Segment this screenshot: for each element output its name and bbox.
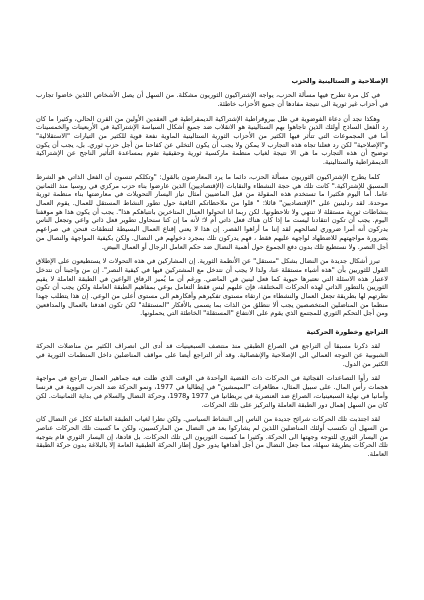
- paragraph: في كل مرة تطرح فيها مسألة الحزب، يواجه الإشتراكيون الثوريون مشكلة. من السهل أن يصل الأشخاص اللذين خاضوا تجارب في أحزاب غير ثورية الى نتيجة مفادها أن جميع الأحزاب خاطئة.: [36, 91, 388, 108]
- paragraph: لقد رأوا التصاعدات الفجائية في الحركات ذات القضية الواحدة في الوقت الذي ظلت فيه جماهير العمال تتراجع في مواجهة هجمات رأس المال. على سبيل المثال، مظاهرات "الميمشين" في إيطاليا في 1977، ونمو الحركة ضد الحرب النووية في فرنسا وأمانيا في نهاية السبعينيات، الصراع ضد العنصرية في بريطانيا في 1977 و1978، وحركة النضال والسلام في بداية الثمانينات. لكن كان من السهل إهمال دور الطبقة العاملة والتركيز على تلك الحركات.: [36, 374, 388, 409]
- paragraph: وهكذا نجد أن دعاة الفوضوية في ظل بيروقراطية الإشتراكية الديمقراطية في العقدين الأولين من القرن الحالي، وكثيرا ما كان رد الفعل الساذج أولئك الذين تاجاهوا بهم الستالينية هو الانقلاب ضد جميع أشكال السياسة الإشتراكية في الأربعينات والخمسينات أما في المجموعات التي تتأثر فيها الكثير من الأحزاب الثورية الستالينية الماوية نفعة قوية للكثير من التيارات "الاستقلالية" و"الإصلاحية" لكن رد فعلنا تجاه هذه التجارب لا يمكن ولا يجب أن يكون التخلي عن كفاحنا من أجل حزب ثوري. بل، يجب أن يكون توضيح أن هذه التجارب ما هي الا نتيجة لغياب منظمة ماركسية ثورية وحقيقية تقوم بمساعدة التأثير الناجح عن الإشتراكية الديمقراطية والستالينية.: [36, 114, 388, 167]
- section-heading-retreat: التراجع وخطورة الحركتية: [306, 328, 388, 337]
- paragraph: كلما يطرح الإشتراكيون الثوريون مسألة الحزب، دائما ما يرد المعارضون بالقول: "وتكلكم تنسون أن الفعل الذاتي هو الشرط المسبق للإشتراكية." كانت تلك هي حجة النشطاء والنقابات (الإقتصاديين) الذين عارضوا بناء حزب مركزي في روسيا منذ الثمانين عاما. أما اليوم فكثيرا ما تستخدم هذه المقولة من قبل الماضيين أمثال تياز اليسار التحويلات في معارضتها بناء منظمة ثورية موحدة. لقد ردلينين على "الإقتصاديين" قائلا: " قلوا من ملاحظاتكم الثاقبة حول تطور النشاط المستقل للعمال. يقوم العمال بنشاطات ثورية مستقلة لا تنتهي ولا تلاحظونها. لكن ربما انا اتحولوا العمال المتاخرين بانتباهكم هذا". يجب أن يكون هذا هو موقفنا اليوم. يجب أن تكون انتقادنا ليست ما إذا كان هناك فعل ذاتي أم لا؛ لأنه ما إن كنا سنحاول تطوير فعل ذاتي واعي وتجعل الناس يدركون أنه أمرا ضروري لصالحهم لقد إننا ما أراهوا الفصر. إن هذا لا يعني إقناع العمال البسيطة لتنطقات فنحن في صراعهم بضرورة مواجهتهم للاضطهاد لواجهه عليهم فقط ، فهم يدركون تلك بمجرد دخولهم في النضال. ولكن بكيفية المواجهة والنصال من أجل النصر. ولا نستطيع تلك بدون دفع الجموع حول أهمية النضال ضد حكم العامل الرجال أو العمال البيض.: [36, 172, 388, 251]
- paragraph: لقد اجتذبت تلك الحركات شرائح جديدة من الناس إلى النشاط السياسي. ولكن نظرا لغياب الطبقة العاملة ككل عن النضال كان من السهل أن تكتسب أولئك المناضلين اللذين لم يشاركوا بعد في النضال من الماركسيين، ولكن ما كسبت تلك الحركات عناصر من اليسار الثوري للتوجه وجهتها الى الحركة. وكثيرا ما كسبت الثوريون الى تلك الحركات. بل قادها، إن اليسار الثوري قام بتوجيه تلك الحركات بطريقة سهلة، مما جعل النضال من أجل أهدافها يدور حول إطار الحركة الطبقية العامة إلا بالبلاغة بدون حركة الطبقة العاملة.: [36, 415, 388, 459]
- section-heading-reformism: الإصلاحية و الستالينية والحزب: [291, 77, 388, 85]
- paragraph: لقد ذكرنا مسبقا أن التراجع في الصراع الطبقي منذ منتصف السبعينيات قد أدى الى انصراف الكثير من مناضلات الحركة الشبوبية عن التوجه العمالي الى الإصلاحية والإنفصالية. وقد أثر التراجع أيضا على مواقف المناضلين داخل المنظمات الثورية في الكثير من الدول.: [36, 342, 388, 368]
- paragraph: تبرز أشكال جديدة من النضال بشكل "مستقل" عن الأنظمة الثورية. إن المشاركين في هذه التحولات لا يستطيعون على الإطلاق القول للثوريين بأن "هذه أشياء مستقلة عنا، ولذا لا يجب أن نتدخل مع المشتركين فيها في كيفية النصر". إن من واجبنا أن نتدخل لاعتبار هذه الاسئلة التي نعتبرها حيوية كما فعل لينين في الماضي. ورغم أن ما يُميز الرفاق الواعين في الطبقة العاملة لا يقيم الثوريين بالتطور الذاتي لهذه الحركات المختلفة، فإن عليهم ليس فقط التعامل بوعي بمفاهيم الطبقة العاملة ولكن يجب أن تكون نظرتهم لها بطريقة تجعل العمال والنشطاء من ارتقاء مستوى تفكيرهم وأفكارهم الى مستوى أعلى من الوعي. إن هذا يتطلب جهدا منظما من المناضلين المتخصصين يجب ألا ننطلق من الذات بما يسمى بالأفكار "المستقلة" لكن تكون اهدفنا بالعمال والمدافعين ومن أجل التحكم الثوري للمجتمع الذي يقوم على الانتفاع "المستقلة" الخاطئة التي يحملونها.: [36, 257, 388, 318]
